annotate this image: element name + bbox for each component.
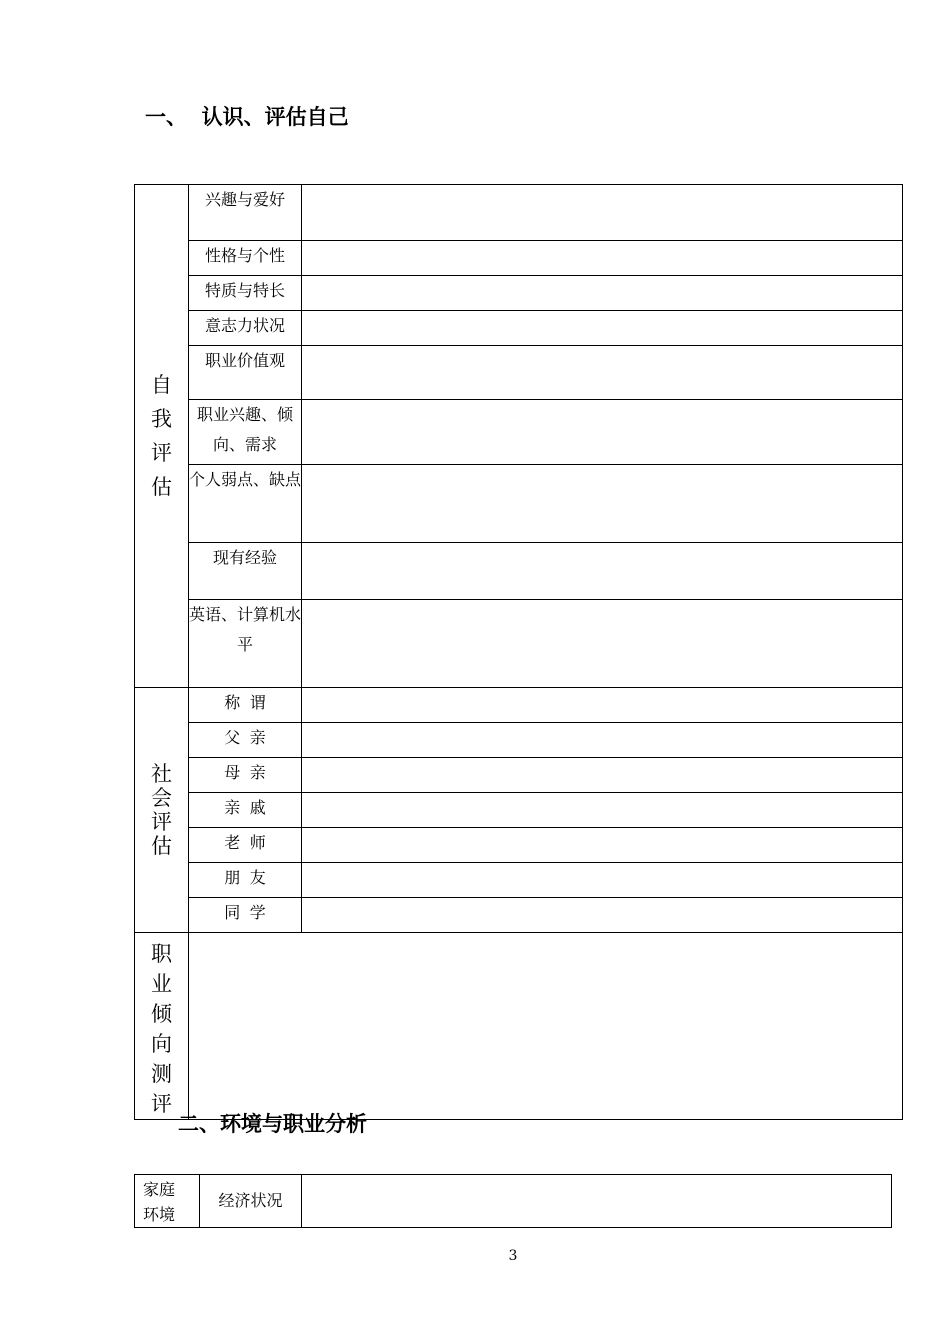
row-label-career-interests: 职业兴趣、倾向、需求 [189,400,302,465]
table-row [135,793,903,828]
answer-cell-experience[interactable] [302,543,903,600]
answer-cell-classmates[interactable] [302,898,903,933]
page-number: 3 [508,1248,518,1264]
social-assessment-group-label: 社会评估 [135,688,189,933]
answer-cell-relatives[interactable] [302,793,903,828]
answer-cell-teacher[interactable] [302,828,903,863]
row-label-friends: 朋友 [189,863,302,898]
row-label-willpower: 意志力状况 [189,311,302,346]
table-row [135,276,903,311]
row-label-english-computer: 英语、计算机水平 [189,600,302,688]
table-row [135,543,903,600]
row-label-interests: 兴趣与爱好 [189,185,302,241]
table-row [135,758,903,793]
table-row [135,863,903,898]
answer-cell-interests[interactable] [302,185,903,241]
environment-table [134,1174,892,1228]
table-row [135,400,903,465]
row-label-relation-title: 称谓 [189,688,302,723]
row-label-classmates: 同学 [189,898,302,933]
row-label-teacher: 老师 [189,828,302,863]
row-label-personality: 性格与个性 [189,241,302,276]
answer-cell-economic-status[interactable] [302,1175,892,1228]
table-row [135,241,903,276]
answer-cell-father[interactable] [302,723,903,758]
self-assessment-group-label: 自我评估 [135,185,189,688]
answer-cell-career-values[interactable] [302,346,903,400]
row-label-strengths: 特质与特长 [189,276,302,311]
table-row [135,828,903,863]
table-row [135,311,903,346]
table-row [135,898,903,933]
answer-cell-english-computer[interactable] [302,600,903,688]
answer-cell-mother[interactable] [302,758,903,793]
row-label-career-values: 职业价值观 [189,346,302,400]
self-assessment-table [134,184,903,1120]
section-1-heading: 一、 认识、评估自己 [145,105,349,129]
table-row [135,723,903,758]
table-row [135,1175,892,1228]
answer-cell-career-test[interactable] [189,933,903,1120]
career-test-group-label: 职业倾向测评 [135,933,189,1120]
row-label-father: 父亲 [189,723,302,758]
table-row [135,346,903,400]
answer-cell-strengths[interactable] [302,276,903,311]
section-2-heading: 二、环境与职业分析 [178,1112,367,1136]
answer-cell-friends[interactable] [302,863,903,898]
row-label-weaknesses: 个人弱点、缺点 [189,465,302,543]
table-row [135,185,903,241]
table-row [135,688,903,723]
row-label-experience: 现有经验 [189,543,302,600]
table-row [135,933,903,1120]
family-environment-label: 家庭环境 [135,1175,200,1228]
answer-cell-weaknesses[interactable] [302,465,903,543]
answer-cell-personality[interactable] [302,241,903,276]
answer-cell-career-interests[interactable] [302,400,903,465]
table-row [135,600,903,688]
answer-cell-relation-title[interactable] [302,688,903,723]
answer-cell-willpower[interactable] [302,311,903,346]
row-label-mother: 母亲 [189,758,302,793]
economic-status-label: 经济状况 [200,1175,302,1228]
table-row [135,465,903,543]
row-label-relatives: 亲戚 [189,793,302,828]
